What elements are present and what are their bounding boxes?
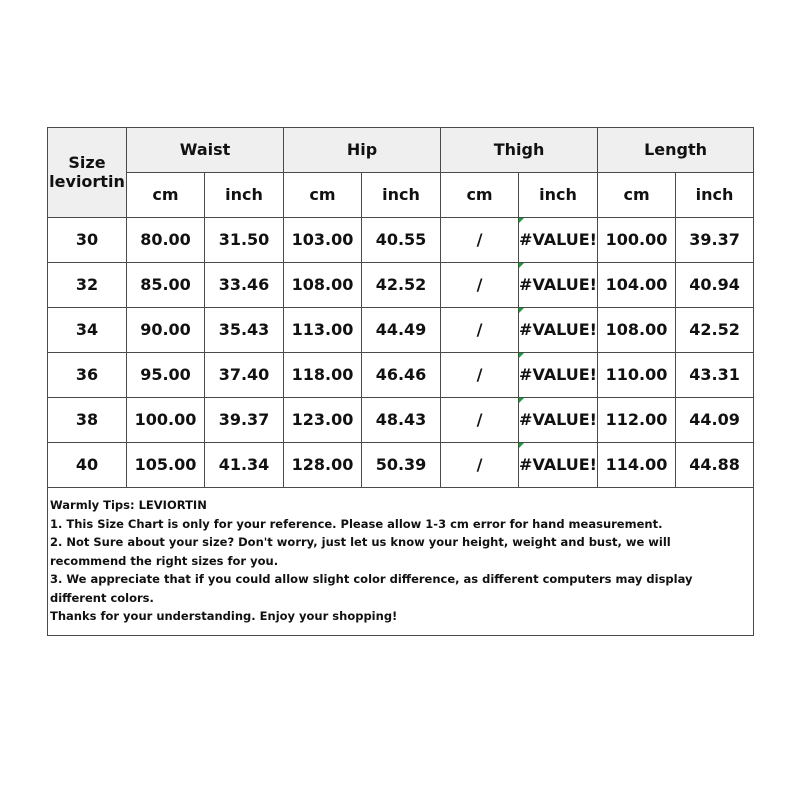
tip-line: 1. This Size Chart is only for your reference. Please allow 1-3 cm error for hand measurement. xyxy=(50,516,663,531)
thigh-inch-cell: #VALUE! xyxy=(519,443,598,488)
thigh-cm-cell: / xyxy=(441,443,519,488)
header-row-units xyxy=(48,173,754,218)
size-cell: 34 xyxy=(48,308,127,353)
length-inch-cell: 39.37 xyxy=(676,218,754,263)
size-cell: 36 xyxy=(48,353,127,398)
size-chart-table xyxy=(47,127,754,636)
hip-inch-cell: 50.39 xyxy=(362,443,441,488)
tip-line: 3. We appreciate that if you could allow slight color difference, as different computers may display different colors. xyxy=(50,572,693,605)
length-inch-cell: 43.31 xyxy=(676,353,754,398)
length-cm-cell: 110.00 xyxy=(598,353,676,398)
size-cell: 32 xyxy=(48,263,127,308)
thigh-cm-cell: / xyxy=(441,263,519,308)
size-header-label: Size xyxy=(68,153,106,173)
waist-inch-cell: 31.50 xyxy=(205,218,284,263)
waist-inch-cell: 35.43 xyxy=(205,308,284,353)
table-row xyxy=(48,398,754,443)
thigh-inch-cell: #VALUE! xyxy=(519,218,598,263)
table-row xyxy=(48,353,754,398)
waist-inch-cell: 33.46 xyxy=(205,263,284,308)
table-row xyxy=(48,263,754,308)
hip-inch-cell: 40.55 xyxy=(362,218,441,263)
hip-inch-cell: 48.43 xyxy=(362,398,441,443)
tips-cell xyxy=(48,488,754,636)
length-header: Length xyxy=(598,128,754,173)
thigh-inch-cell: #VALUE! xyxy=(519,308,598,353)
hip-cm-cell: 118.00 xyxy=(284,353,362,398)
length-inch-cell: 44.88 xyxy=(676,443,754,488)
hip-cm-cell: 103.00 xyxy=(284,218,362,263)
hip-inch-cell: 46.46 xyxy=(362,353,441,398)
unit-header: inch xyxy=(362,173,441,218)
hip-cm-cell: 113.00 xyxy=(284,308,362,353)
size-header-brand: leviortin xyxy=(49,171,125,191)
thigh-inch-cell: #VALUE! xyxy=(519,398,598,443)
thigh-cm-cell: / xyxy=(441,353,519,398)
unit-header: inch xyxy=(676,173,754,218)
length-inch-cell: 42.52 xyxy=(676,308,754,353)
table-row xyxy=(48,443,754,488)
length-cm-cell: 108.00 xyxy=(598,308,676,353)
hip-header: Hip xyxy=(284,128,441,173)
hip-cm-cell: 128.00 xyxy=(284,443,362,488)
tips-title: Warmly Tips: LEVIORTIN xyxy=(50,498,207,512)
size-cell: 38 xyxy=(48,398,127,443)
waist-inch-cell: 37.40 xyxy=(205,353,284,398)
tip-line: Thanks for your understanding. Enjoy your shopping! xyxy=(50,609,398,623)
unit-header: inch xyxy=(519,173,598,218)
header-row-groups xyxy=(48,128,754,173)
size-header xyxy=(48,128,127,218)
unit-header: cm xyxy=(127,173,205,218)
thigh-header: Thigh xyxy=(441,128,598,173)
waist-cm-cell: 85.00 xyxy=(127,263,205,308)
waist-cm-cell: 90.00 xyxy=(127,308,205,353)
length-cm-cell: 114.00 xyxy=(598,443,676,488)
hip-cm-cell: 108.00 xyxy=(284,263,362,308)
waist-cm-cell: 100.00 xyxy=(127,398,205,443)
hip-cm-cell: 123.00 xyxy=(284,398,362,443)
waist-inch-cell: 41.34 xyxy=(205,443,284,488)
unit-header: cm xyxy=(598,173,676,218)
length-inch-cell: 40.94 xyxy=(676,263,754,308)
length-cm-cell: 112.00 xyxy=(598,398,676,443)
thigh-inch-cell: #VALUE! xyxy=(519,353,598,398)
waist-cm-cell: 95.00 xyxy=(127,353,205,398)
length-inch-cell: 44.09 xyxy=(676,398,754,443)
table-row xyxy=(48,308,754,353)
hip-inch-cell: 42.52 xyxy=(362,263,441,308)
size-cell: 40 xyxy=(48,443,127,488)
unit-header: cm xyxy=(441,173,519,218)
tips-row xyxy=(48,488,754,636)
thigh-cm-cell: / xyxy=(441,308,519,353)
waist-cm-cell: 105.00 xyxy=(127,443,205,488)
thigh-inch-cell: #VALUE! xyxy=(519,263,598,308)
tip-line: 2. Not Sure about your size? Don't worry, just let us know your height, weight and bust, we will recommend the right sizes for you. xyxy=(50,535,671,568)
unit-header: cm xyxy=(284,173,362,218)
waist-cm-cell: 80.00 xyxy=(127,218,205,263)
size-cell: 30 xyxy=(48,218,127,263)
waist-inch-cell: 39.37 xyxy=(205,398,284,443)
waist-header: Waist xyxy=(127,128,284,173)
length-cm-cell: 104.00 xyxy=(598,263,676,308)
hip-inch-cell: 44.49 xyxy=(362,308,441,353)
unit-header: inch xyxy=(205,173,284,218)
thigh-cm-cell: / xyxy=(441,218,519,263)
table-row xyxy=(48,218,754,263)
thigh-cm-cell: / xyxy=(441,398,519,443)
length-cm-cell: 100.00 xyxy=(598,218,676,263)
